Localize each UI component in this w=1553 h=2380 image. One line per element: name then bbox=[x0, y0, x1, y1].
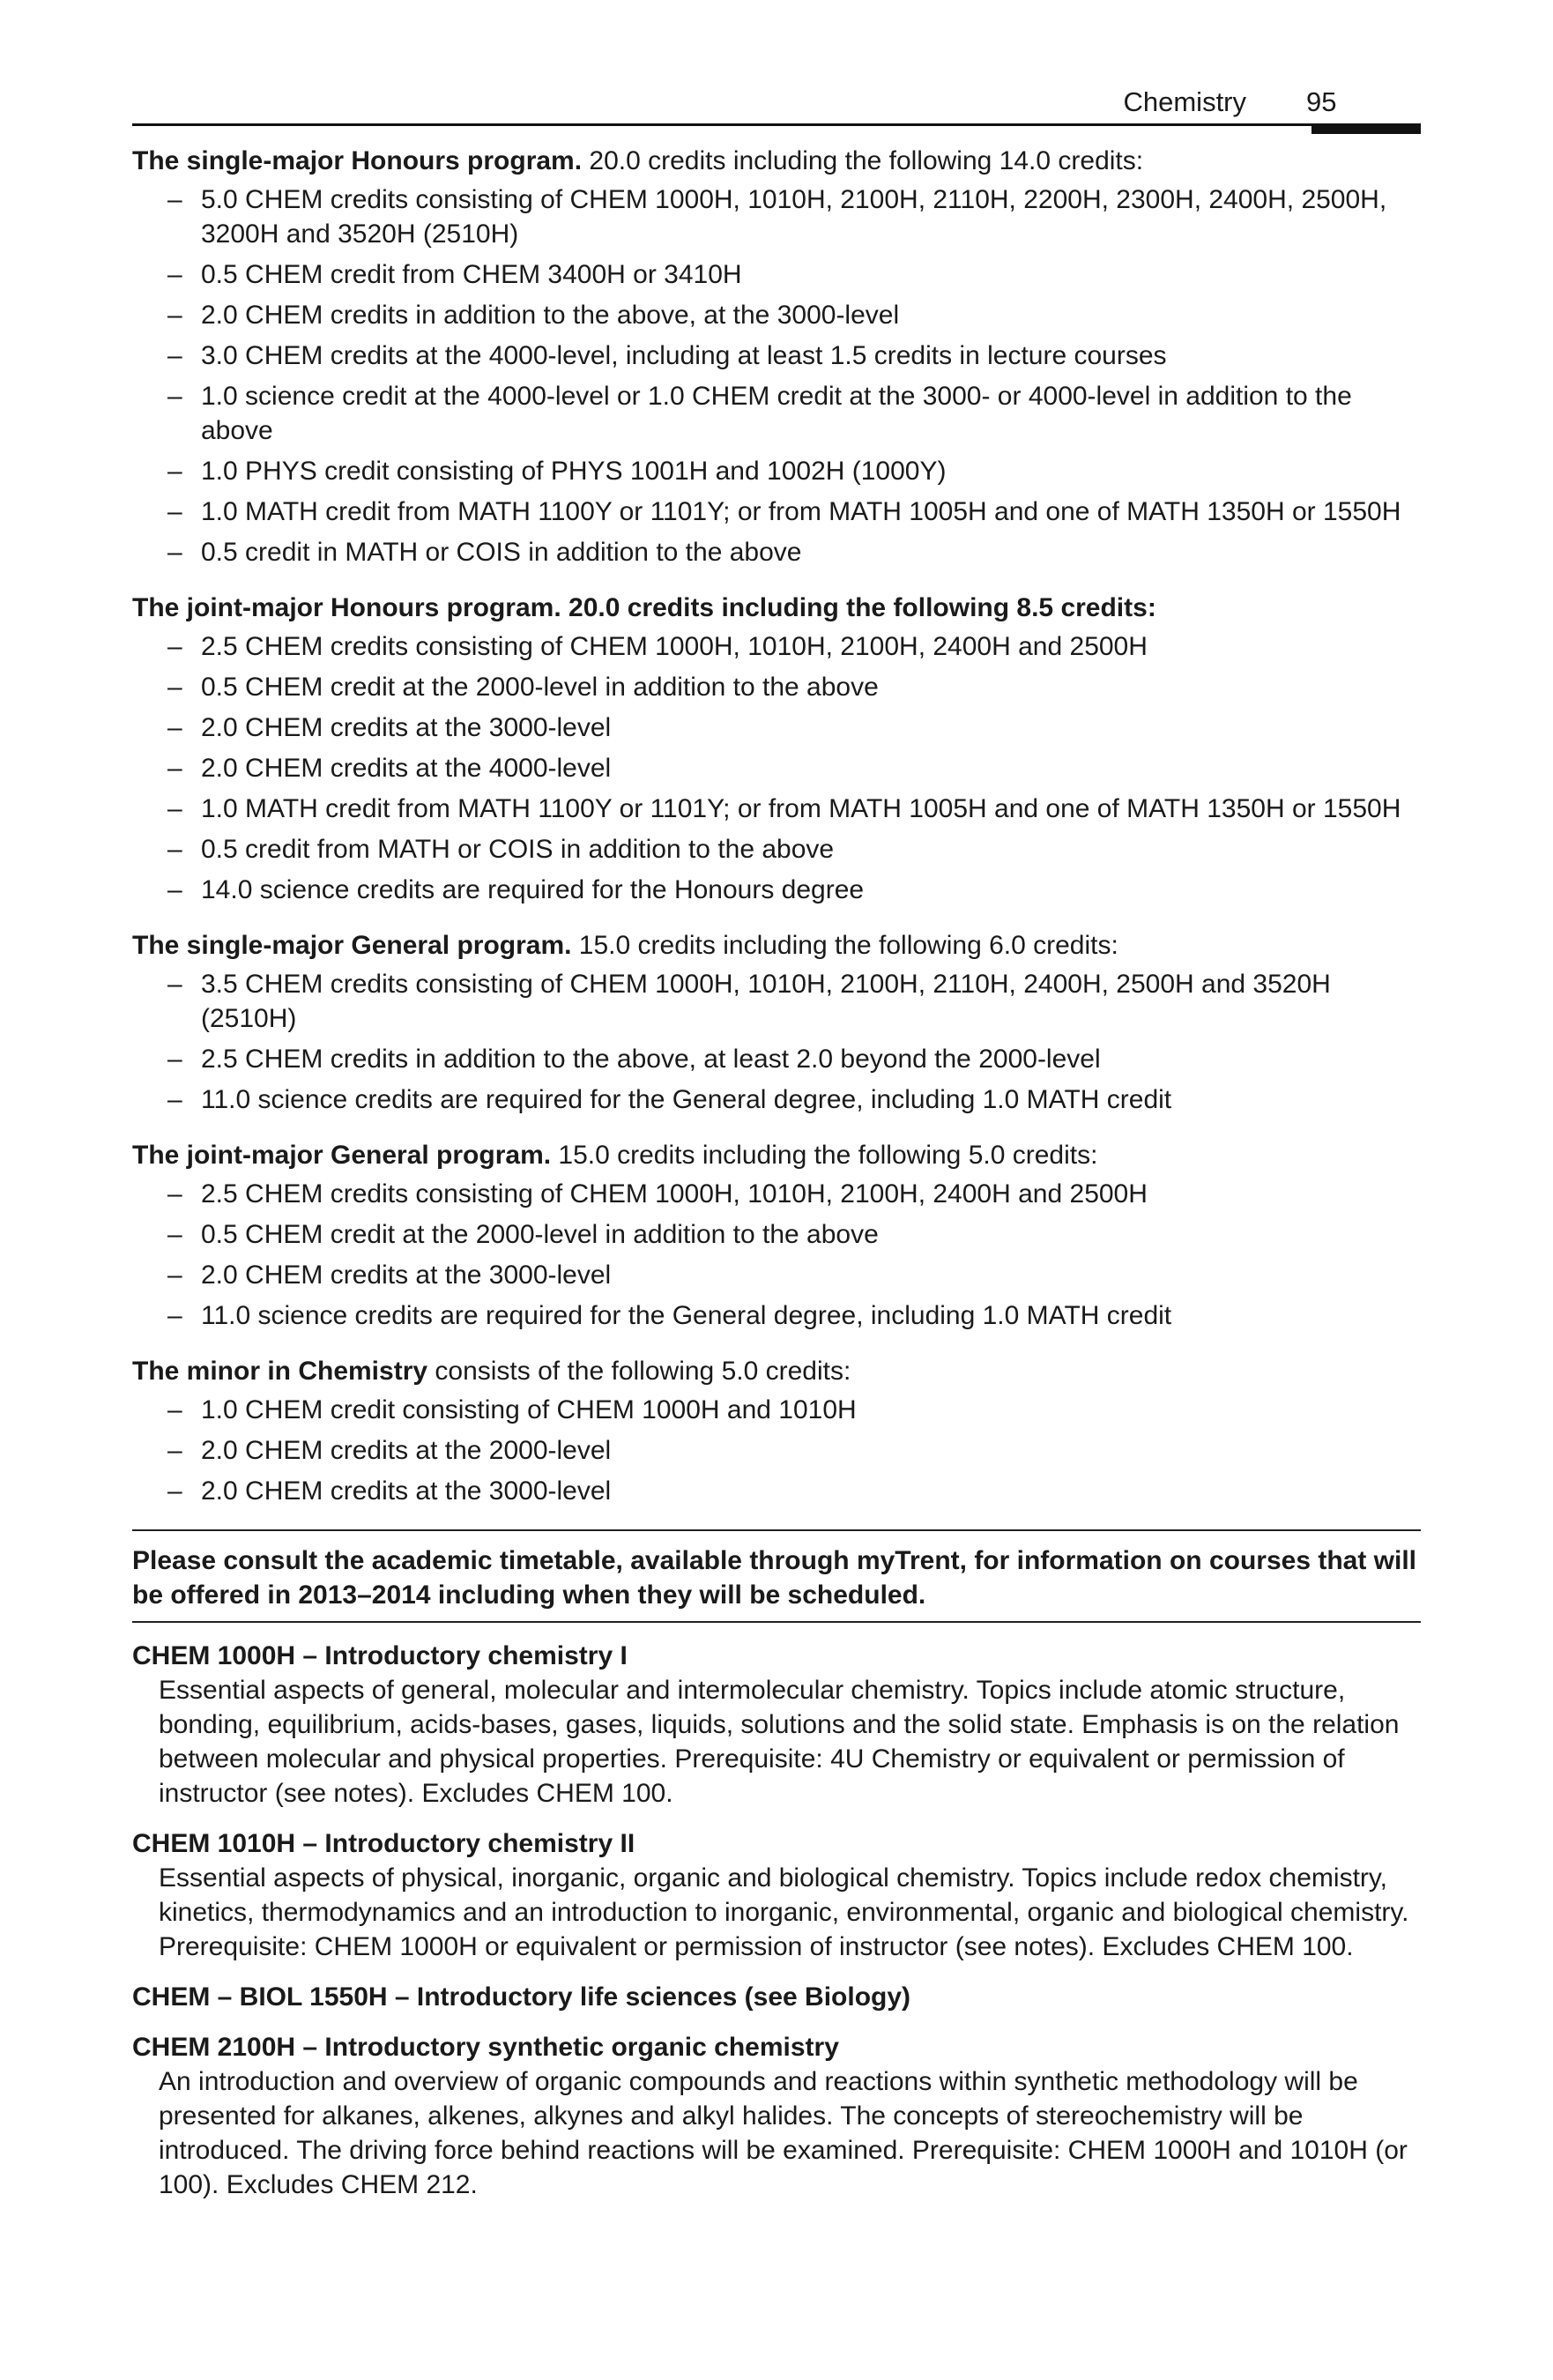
requirement-item: – 2.5 CHEM credits consisting of CHEM 1000H, 1010H, 2100H, 2400H and 2500H bbox=[167, 632, 1148, 661]
program-block bbox=[132, 1138, 1421, 1333]
course-title: CHEM – BIOL 1550H – Introductory life sciences (see Biology) bbox=[132, 1982, 911, 2012]
requirement-item: – 3.0 CHEM credits at the 4000-level, including at least 1.5 credits in lecture courses bbox=[167, 341, 1167, 370]
program-block bbox=[132, 144, 1421, 569]
course-title: CHEM 1010H – Introductory chemistry II bbox=[132, 1829, 635, 1858]
program-heading bbox=[132, 144, 1421, 179]
requirement-list bbox=[132, 629, 1421, 907]
requirement-item: – 2.0 CHEM credits at the 3000-level bbox=[167, 1261, 612, 1290]
program-title: The joint-major General program. bbox=[132, 1141, 552, 1170]
course-entry bbox=[132, 2030, 1421, 2202]
requirement-item: – 3.5 CHEM credits consisting of CHEM 1000H, 1010H, 2100H, 2110H, 2400H, 2500H and 3520H (2510H) bbox=[167, 970, 1331, 1033]
requirement-item: – 2.0 CHEM credits at the 4000-level bbox=[167, 754, 612, 783]
requirement-item: – 1.0 MATH credit from MATH 1100Y or 1101Y; or from MATH 1005H and one of MATH 1350H or 1550H bbox=[167, 794, 1401, 823]
requirement-item: – 0.5 CHEM credit at the 2000-level in addition to the above bbox=[167, 1220, 879, 1249]
program-summary: 15.0 credits including the following 6.0 credits: bbox=[571, 931, 1118, 960]
program-heading bbox=[132, 1354, 1421, 1389]
program-title: The single-major General program. bbox=[132, 931, 572, 960]
requirement-list bbox=[132, 182, 1421, 569]
course-entry bbox=[132, 1639, 1421, 1811]
program-requirements bbox=[132, 144, 1421, 1508]
program-heading bbox=[132, 928, 1421, 963]
course-description: Essential aspects of general, molecular and intermolecular chemistry. Topics include atomic structure, bonding, equilibrium, acids-bases, gases, liquids, solutions and the solid state. Emphasis is on the relation between molecular and physical properties. Prerequisite: 4U Chemistry or equivalent or permission of instructor (see notes). Excludes CHEM 100. bbox=[159, 1676, 1400, 1808]
requirement-item: – 2.0 CHEM credits at the 3000-level bbox=[167, 1476, 612, 1506]
requirement-item: – 2.0 CHEM credits at the 2000-level bbox=[167, 1436, 612, 1465]
requirement-list bbox=[132, 1393, 1421, 1508]
program-summary: 20.0 credits including the following 14.0 credits: bbox=[582, 146, 1144, 175]
requirement-item: – 2.0 CHEM credits at the 3000-level bbox=[167, 713, 612, 742]
calendar-page bbox=[132, 71, 1421, 2345]
program-title: The single-major Honours program. bbox=[132, 146, 583, 175]
course-entry bbox=[132, 1826, 1421, 1964]
requirement-list bbox=[132, 967, 1421, 1117]
requirement-item: – 0.5 CHEM credit from CHEM 3400H or 3410H bbox=[167, 260, 742, 289]
course-title: CHEM 1000H – Introductory chemistry I bbox=[132, 1641, 628, 1670]
program-heading bbox=[132, 591, 1421, 626]
requirement-item: – 1.0 PHYS credit consisting of PHYS 1001H and 1002H (1000Y) bbox=[167, 457, 947, 486]
program-block bbox=[132, 1354, 1421, 1508]
requirement-item: – 11.0 science credits are required for the General degree, including 1.0 MATH credit bbox=[167, 1085, 1172, 1114]
program-title: The minor in Chemistry bbox=[132, 1357, 428, 1386]
course-entry bbox=[132, 1980, 1421, 2014]
course-description: An introduction and overview of organic compounds and reactions within synthetic methodology will be presented for alkanes, alkenes, alkynes and alkyl halides. The concepts of stereochemistry will be introduced. The driving force behind reactions will be examined. Prerequisite: CHEM 1000H and 1010H (or 100). Excludes CHEM 212. bbox=[159, 2067, 1408, 2199]
section-title: Chemistry bbox=[1123, 86, 1246, 117]
course-title: CHEM 2100H – Introductory synthetic organic chemistry bbox=[132, 2033, 839, 2062]
requirement-item: – 1.0 CHEM credit consisting of CHEM 1000H and 1010H bbox=[167, 1395, 857, 1424]
requirement-item: – 0.5 credit in MATH or COIS in addition to the above bbox=[167, 538, 802, 567]
requirement-item: – 1.0 MATH credit from MATH 1100Y or 1101Y; or from MATH 1005H and one of MATH 1350H or 1550H bbox=[167, 497, 1401, 526]
program-block bbox=[132, 591, 1421, 907]
course-description: Essential aspects of physical, inorganic, organic and biological chemistry. Topics include redox chemistry, kinetics, thermodynamics and an introduction to inorganic, environmental, organic and biological chemistry. Prerequisite: CHEM 1000H or equivalent or permission of instructor (see notes). Excludes CHEM 100. bbox=[159, 1863, 1409, 1961]
requirement-item: – 5.0 CHEM credits consisting of CHEM 1000H, 1010H, 2100H, 2110H, 2200H, 2300H, 2400H, 2500H, 3200H and 3520H (2510H) bbox=[167, 185, 1387, 249]
requirement-item: – 14.0 science credits are required for the Honours degree bbox=[167, 875, 865, 904]
page-header bbox=[132, 71, 1421, 126]
requirement-item: – 0.5 CHEM credit at the 2000-level in addition to the above bbox=[167, 673, 879, 702]
requirement-item: – 0.5 credit from MATH or COIS in addition to the above bbox=[167, 835, 835, 864]
timetable-notice: Please consult the academic timetable, available through myTrent, for information on courses that will be offered in 2013–2014 including when they will be scheduled. bbox=[132, 1529, 1421, 1623]
program-block bbox=[132, 928, 1421, 1117]
header-tab-bar bbox=[1312, 123, 1421, 134]
program-heading bbox=[132, 1138, 1421, 1173]
requirement-item: – 2.5 CHEM credits in addition to the above, at least 2.0 beyond the 2000-level bbox=[167, 1045, 1101, 1074]
program-summary: 15.0 credits including the following 5.0 credits: bbox=[551, 1141, 1098, 1170]
requirement-item: – 2.5 CHEM credits consisting of CHEM 1000H, 1010H, 2100H, 2400H and 2500H bbox=[167, 1179, 1148, 1209]
program-title: The joint-major Honours program. 20.0 credits including the following 8.5 credits: bbox=[132, 593, 1156, 622]
requirement-item: – 11.0 science credits are required for the General degree, including 1.0 MATH credit bbox=[167, 1301, 1172, 1330]
requirement-item: – 1.0 science credit at the 4000-level or 1.0 CHEM credit at the 3000- or 4000-level in addition to the above bbox=[167, 382, 1352, 445]
requirement-list bbox=[132, 1177, 1421, 1333]
course-listings bbox=[132, 1639, 1421, 2202]
requirement-item: – 2.0 CHEM credits in addition to the above, at the 3000-level bbox=[167, 301, 900, 330]
page-number: 95 bbox=[1306, 86, 1337, 117]
program-summary: consists of the following 5.0 credits: bbox=[427, 1357, 851, 1386]
